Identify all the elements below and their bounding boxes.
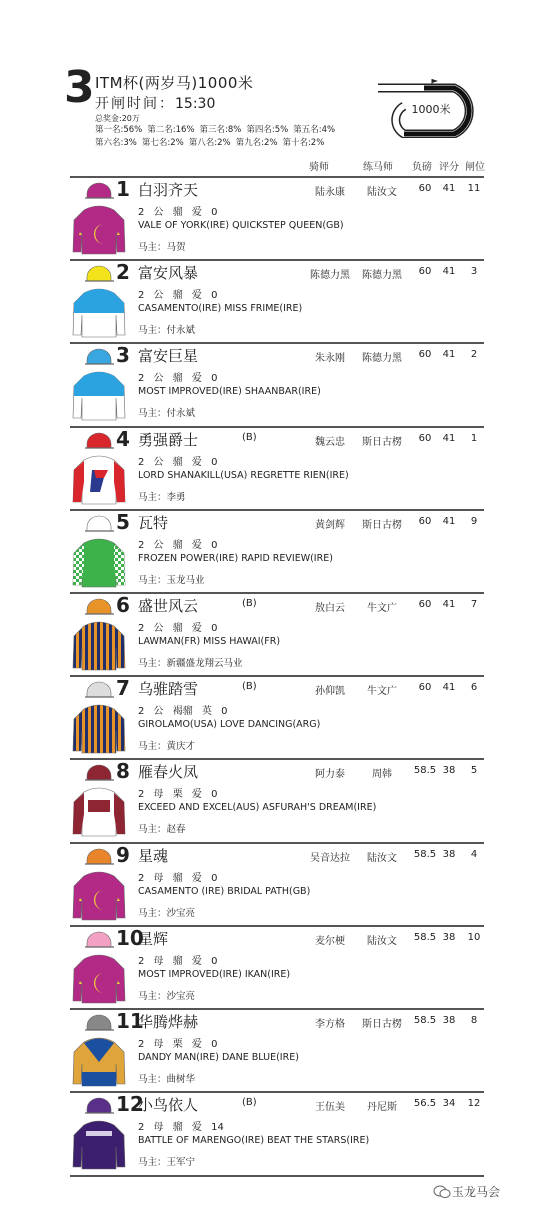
gate-value: 2 (470, 349, 478, 361)
race-number: 3 (64, 62, 95, 113)
header-rating: 评分 (439, 162, 459, 173)
gate-value: 6 (470, 682, 478, 694)
gate-value: 3 (470, 266, 478, 278)
owner: 马主：沙宝亮 (138, 907, 196, 919)
horse-name: 雁春火凤 (138, 763, 199, 782)
runner-entry (70, 842, 484, 926)
header-jockey: 骑师 (309, 162, 329, 173)
jockey-name: 魏云忠 (315, 436, 345, 448)
trainer-name: 陆汝文 (367, 187, 397, 198)
jockey-name: 孙仰凯 (315, 686, 345, 698)
prize-split: 第七名:2% (141, 138, 184, 148)
gate-value: 12 (467, 1098, 481, 1110)
runner-number: 5 (116, 509, 130, 534)
horse-details: 2 母 栗 爱 0 (138, 789, 218, 801)
runner-number: 10 (116, 925, 144, 950)
horse-name: 富安风暴 (138, 264, 199, 283)
jockey-name: 王伍美 (315, 1102, 345, 1114)
rating-value: 41 (442, 183, 456, 194)
horse-name: 勇强爵士 (138, 430, 199, 449)
runner-entry (70, 758, 484, 842)
pedigree: EXCEED AND EXCEL(AUS) ASFURAH'S DREAM(IRE) (138, 802, 377, 814)
owner: 马主：赵春 (138, 824, 186, 836)
pedigree: MOST IMPROVED(IRE) IKAN(IRE) (138, 968, 291, 980)
trainer-name: 陆汝文 (367, 935, 397, 947)
race-title: ITM杯(两岁马)1000米 (95, 74, 254, 92)
prize-split: 第四名:5% (246, 125, 289, 135)
runner-number: 3 (116, 343, 130, 368)
rating-value: 41 (442, 515, 456, 527)
prize-split: 第九名:2% (235, 138, 278, 148)
owner: 马主：李勇 (138, 491, 186, 503)
header-weight: 负磅 (412, 162, 432, 173)
runner-number: 4 (116, 426, 130, 451)
jockey-name: 阿力泰 (315, 769, 345, 781)
weight-value: 60 (418, 599, 432, 610)
weight-value: 58.5 (413, 1015, 437, 1026)
rating-value: 34 (442, 1098, 456, 1110)
horse-details: 2 公 骝 爱 0 (138, 623, 218, 634)
header-gate: 闸位 (465, 162, 485, 173)
horse-details: 2 母 骝 爱 14 (138, 1122, 224, 1134)
trainer-name: 陈德力黑 (362, 353, 402, 365)
prize-split: 第八名:2% (188, 138, 231, 148)
weight-value: 58.5 (413, 931, 437, 943)
horse-details: 2 公 骝 爱 0 (138, 207, 218, 218)
pedigree: GIROLAMO(USA) LOVE DANCING(ARG) (138, 719, 321, 731)
horse-name: 小鸟依人 (138, 1096, 199, 1115)
weight-value: 58.5 (413, 848, 437, 860)
horse-details: 2 公 骝 爱 0 (138, 290, 218, 302)
prize-split: 第五名:4% (293, 125, 336, 135)
runner-number: 11 (116, 1009, 144, 1033)
rating-value: 38 (442, 1015, 456, 1026)
runner-number: 6 (116, 593, 130, 617)
rating-value: 38 (442, 848, 456, 860)
trainer-name: 周韩 (372, 769, 392, 781)
runner-number: 7 (116, 676, 130, 701)
jockey-name: 朱永刚 (315, 353, 345, 365)
horse-name: 华腾烨赫 (138, 1013, 199, 1031)
owner: 马主：黄庆才 (138, 741, 196, 753)
pedigree: FROZEN POWER(IRE) RAPID REVIEW(IRE) (138, 552, 333, 564)
trainer-name: 斯日古楞 (362, 1019, 402, 1030)
horse-details: 2 公 骝 爱 0 (138, 373, 218, 385)
prize-split: 第六名:3% (95, 138, 137, 148)
weight-value: 60 (418, 515, 432, 527)
rating-value: 41 (442, 599, 456, 610)
trainer-name: 斯日古楞 (362, 436, 402, 448)
runner-entry (70, 1008, 484, 1092)
prize-split: 第一名:56% (95, 125, 143, 135)
trainer-name: 陆汝文 (367, 852, 397, 864)
runner-entry (70, 426, 484, 510)
wechat-icon (433, 1185, 451, 1199)
owner: 马主：付永斌 (138, 325, 196, 337)
weight-value: 60 (418, 682, 432, 694)
gate-value: 1 (470, 432, 478, 444)
horse-name: 星魂 (138, 846, 169, 865)
rating-value: 38 (442, 931, 456, 943)
jockey-name: 麦尔梗 (315, 935, 345, 947)
jockey-name: 敖白云 (315, 603, 345, 614)
prize-split: 第二名:16% (147, 125, 195, 135)
start-time-label: 开闸时间： (95, 96, 175, 112)
rating-value: 41 (442, 266, 456, 278)
trainer-name: 斯日古楞 (362, 519, 402, 531)
jockey-name: 李方格 (315, 1019, 345, 1030)
trainer-name: 丹尼斯 (367, 1102, 397, 1114)
owner: 马主：马贺 (138, 242, 186, 253)
track-distance: 1000米 (411, 103, 451, 116)
total-purse: 总奖金:20万 (95, 114, 140, 123)
blinkers-flag: (B) (242, 681, 257, 693)
weight-value: 60 (418, 266, 432, 278)
gate-value: 5 (470, 765, 478, 777)
rating-value: 41 (442, 682, 456, 694)
gate-value: 7 (470, 599, 478, 610)
jockey-name: 黄剑辉 (315, 519, 345, 531)
jockey-name: 吴音达拉 (310, 852, 350, 864)
horse-name: 盛世风云 (138, 597, 199, 615)
prize-split: 第十名:2% (282, 138, 325, 148)
owner: 马主：沙宝亮 (138, 990, 196, 1002)
gate-value: 4 (470, 848, 478, 860)
runner-number: 8 (116, 759, 130, 784)
pedigree: CASAMENTO(IRE) MISS FRIME(IRE) (138, 303, 303, 315)
start-time-value: 15:30 (175, 96, 216, 112)
runner-entry (70, 259, 484, 343)
runner-number: 9 (116, 842, 130, 867)
horse-name: 富安巨星 (138, 347, 199, 366)
owner: 马主：付永斌 (138, 408, 196, 420)
gate-value: 11 (467, 183, 481, 194)
runner-number: 1 (116, 177, 130, 201)
weight-value: 58.5 (413, 765, 437, 777)
gate-value: 8 (470, 1015, 478, 1026)
gate-value: 10 (467, 931, 481, 943)
start-time (95, 93, 215, 113)
rating-value: 38 (442, 765, 456, 777)
owner: 马主：新疆盛龙翔云马业 (138, 658, 243, 669)
pedigree: BATTLE OF MARENGO(IRE) BEAT THE STARS(IRE) (138, 1135, 370, 1147)
owner: 马主：玉龙马业 (138, 574, 205, 586)
jockey-name: 陈德力黑 (310, 270, 350, 282)
horse-details: 2 公 骝 爱 0 (138, 456, 218, 468)
weight-value: 60 (418, 349, 432, 361)
weight-value: 60 (418, 432, 432, 444)
blinkers-flag: (B) (242, 1097, 257, 1109)
trainer-name: 陈德力黑 (362, 270, 402, 282)
trainer-name: 牛文广 (367, 603, 397, 614)
pedigree: VALE OF YORK(IRE) QUICKSTEP QUEEN(GB) (138, 220, 344, 231)
runner-entry (70, 675, 484, 759)
owner: 马主：王军宁 (138, 1157, 196, 1169)
horse-details: 2 公 骝 爱 0 (138, 539, 218, 551)
rating-value: 41 (442, 349, 456, 361)
runner-entry (70, 925, 484, 1009)
blinkers-flag: (B) (242, 598, 257, 609)
prize-splits (95, 124, 355, 150)
watermark: 玉龙马会 (452, 1185, 501, 1199)
weight-value: 56.5 (413, 1098, 437, 1110)
horse-name: 星辉 (138, 929, 169, 948)
horse-name: 乌骓踏雪 (138, 680, 199, 699)
pedigree: MOST IMPROVED(IRE) SHAANBAR(IRE) (138, 386, 321, 398)
runner-entry (70, 176, 484, 260)
horse-details: 2 母 栗 爱 0 (138, 1039, 218, 1050)
runner-entry (70, 1091, 484, 1177)
owner: 马主：曲树华 (138, 1074, 196, 1085)
pedigree: LORD SHANAKILL(USA) REGRETTE RIEN(IRE) (138, 469, 349, 481)
gate-value: 9 (470, 515, 478, 527)
weight-value: 60 (418, 183, 432, 194)
horse-name: 瓦特 (138, 513, 169, 532)
runner-entry (70, 592, 484, 676)
rating-value: 41 (442, 432, 456, 444)
horse-name: 白羽齐天 (138, 181, 199, 199)
runner-number: 12 (116, 1092, 144, 1117)
horse-details: 2 母 骝 爱 0 (138, 872, 218, 884)
pedigree: CASAMENTO (IRE) BRIDAL PATH(GB) (138, 885, 311, 897)
horse-details: 2 母 骝 爱 0 (138, 955, 218, 967)
pedigree: LAWMAN(FR) MISS HAWAI(FR) (138, 636, 281, 647)
pedigree: DANDY MAN(IRE) DANE BLUE(IRE) (138, 1052, 299, 1063)
prize-split: 第三名:8% (199, 125, 242, 135)
horse-details: 2 公 褐骝 英 0 (138, 706, 228, 718)
header-trainer: 练马师 (363, 162, 393, 173)
runner-number: 2 (116, 260, 130, 285)
jockey-name: 陆永康 (315, 187, 345, 198)
trainer-name: 牛文广 (367, 686, 397, 698)
runner-entry (70, 509, 484, 593)
blinkers-flag: (B) (242, 431, 257, 443)
runner-entry (70, 342, 484, 426)
